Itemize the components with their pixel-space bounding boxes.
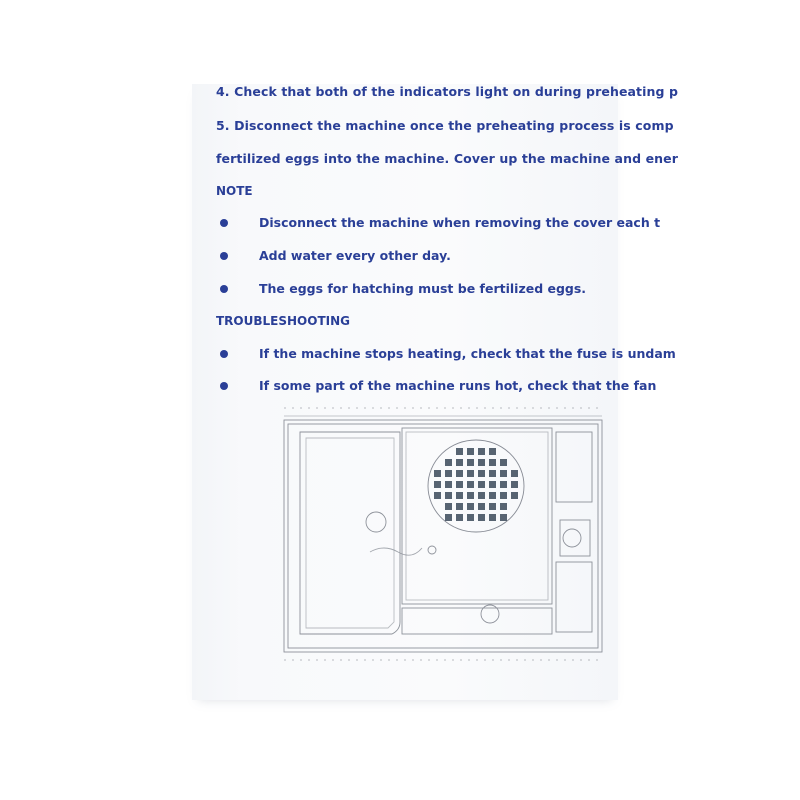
- bullet-icon: [220, 382, 228, 390]
- bullet-icon: [220, 350, 228, 358]
- fan-grille-slot: [478, 492, 485, 499]
- fan-grille-slot: [478, 503, 485, 510]
- fan-grille-slot: [500, 470, 507, 477]
- note-item: Add water every other day.: [259, 248, 451, 263]
- fan-grille-slot: [489, 481, 496, 488]
- bullet-icon: [220, 219, 228, 227]
- note-item: The eggs for hatching must be fertilized eggs.: [259, 281, 587, 296]
- fan-grille-slot: [500, 481, 507, 488]
- troubleshooting-item: If some part of the machine runs hot, check that the fan: [259, 378, 657, 393]
- step-5-continued-line: fertilized eggs into the machine. Cover up the machine and ener: [216, 151, 679, 166]
- fan-grille-slot: [445, 470, 452, 477]
- fan-grille-slot: [500, 492, 507, 499]
- fan-grille-slot: [456, 459, 463, 466]
- fan-grille-slot: [489, 503, 496, 510]
- fan-grille-slot: [434, 492, 441, 499]
- troubleshooting-heading: TROUBLESHOOTING: [216, 314, 350, 328]
- fan-grille-slot: [467, 481, 474, 488]
- fan-grille-slot: [456, 503, 463, 510]
- fan-grille-slot: [478, 481, 485, 488]
- fan-grille-slot: [489, 448, 496, 455]
- fan-grille-slot: [511, 470, 518, 477]
- fan-grille-slot: [467, 492, 474, 499]
- fan-grille-slot: [445, 481, 452, 488]
- fan-grille-slot: [467, 470, 474, 477]
- fan-grille-slot: [456, 470, 463, 477]
- fan-grille-slot: [489, 470, 496, 477]
- fan-grille-slot: [445, 514, 452, 521]
- instruction-sheet: [192, 84, 679, 700]
- fan-grille-slot: [445, 492, 452, 499]
- note-heading: NOTE: [216, 184, 253, 198]
- fan-grille-slot: [467, 459, 474, 466]
- fan-grille-slot: [434, 470, 441, 477]
- fan-grille-slot: [445, 459, 452, 466]
- fan-grille-slot: [467, 448, 474, 455]
- bullet-icon: [220, 285, 228, 293]
- fan-grille-slot: [467, 514, 474, 521]
- fan-grille-slot: [500, 503, 507, 510]
- fan-grille-slot: [478, 470, 485, 477]
- fan-grille-slot: [456, 514, 463, 521]
- incubator-diagram: [272, 402, 618, 672]
- fan-grille-slot: [489, 459, 496, 466]
- fan-grille-slot: [511, 481, 518, 488]
- fan-grille-slot: [456, 492, 463, 499]
- fan-grille-slot: [456, 448, 463, 455]
- fan-grille-slot: [445, 503, 452, 510]
- fan-grille-slot: [456, 481, 463, 488]
- troubleshooting-item: If the machine stops heating, check that the fuse is undam: [259, 346, 676, 361]
- fan-grille-slot: [478, 459, 485, 466]
- fan-grille-slot: [500, 514, 507, 521]
- fan-grille-slot: [511, 492, 518, 499]
- fan-grille-slot: [489, 514, 496, 521]
- fan-grille-slot: [478, 514, 485, 521]
- fan-grille-slot: [478, 448, 485, 455]
- fan-grille-slot: [434, 481, 441, 488]
- fan-grille-slot: [467, 503, 474, 510]
- step-4-line: 4. Check that both of the indicators light on during preheating p: [216, 84, 679, 99]
- fan-grille-slot: [489, 492, 496, 499]
- note-item: Disconnect the machine when removing the cover each t: [259, 215, 661, 230]
- step-5-line: 5. Disconnect the machine once the preheating process is comp: [216, 118, 674, 133]
- bullet-icon: [220, 252, 228, 260]
- fan-grille-slot: [500, 459, 507, 466]
